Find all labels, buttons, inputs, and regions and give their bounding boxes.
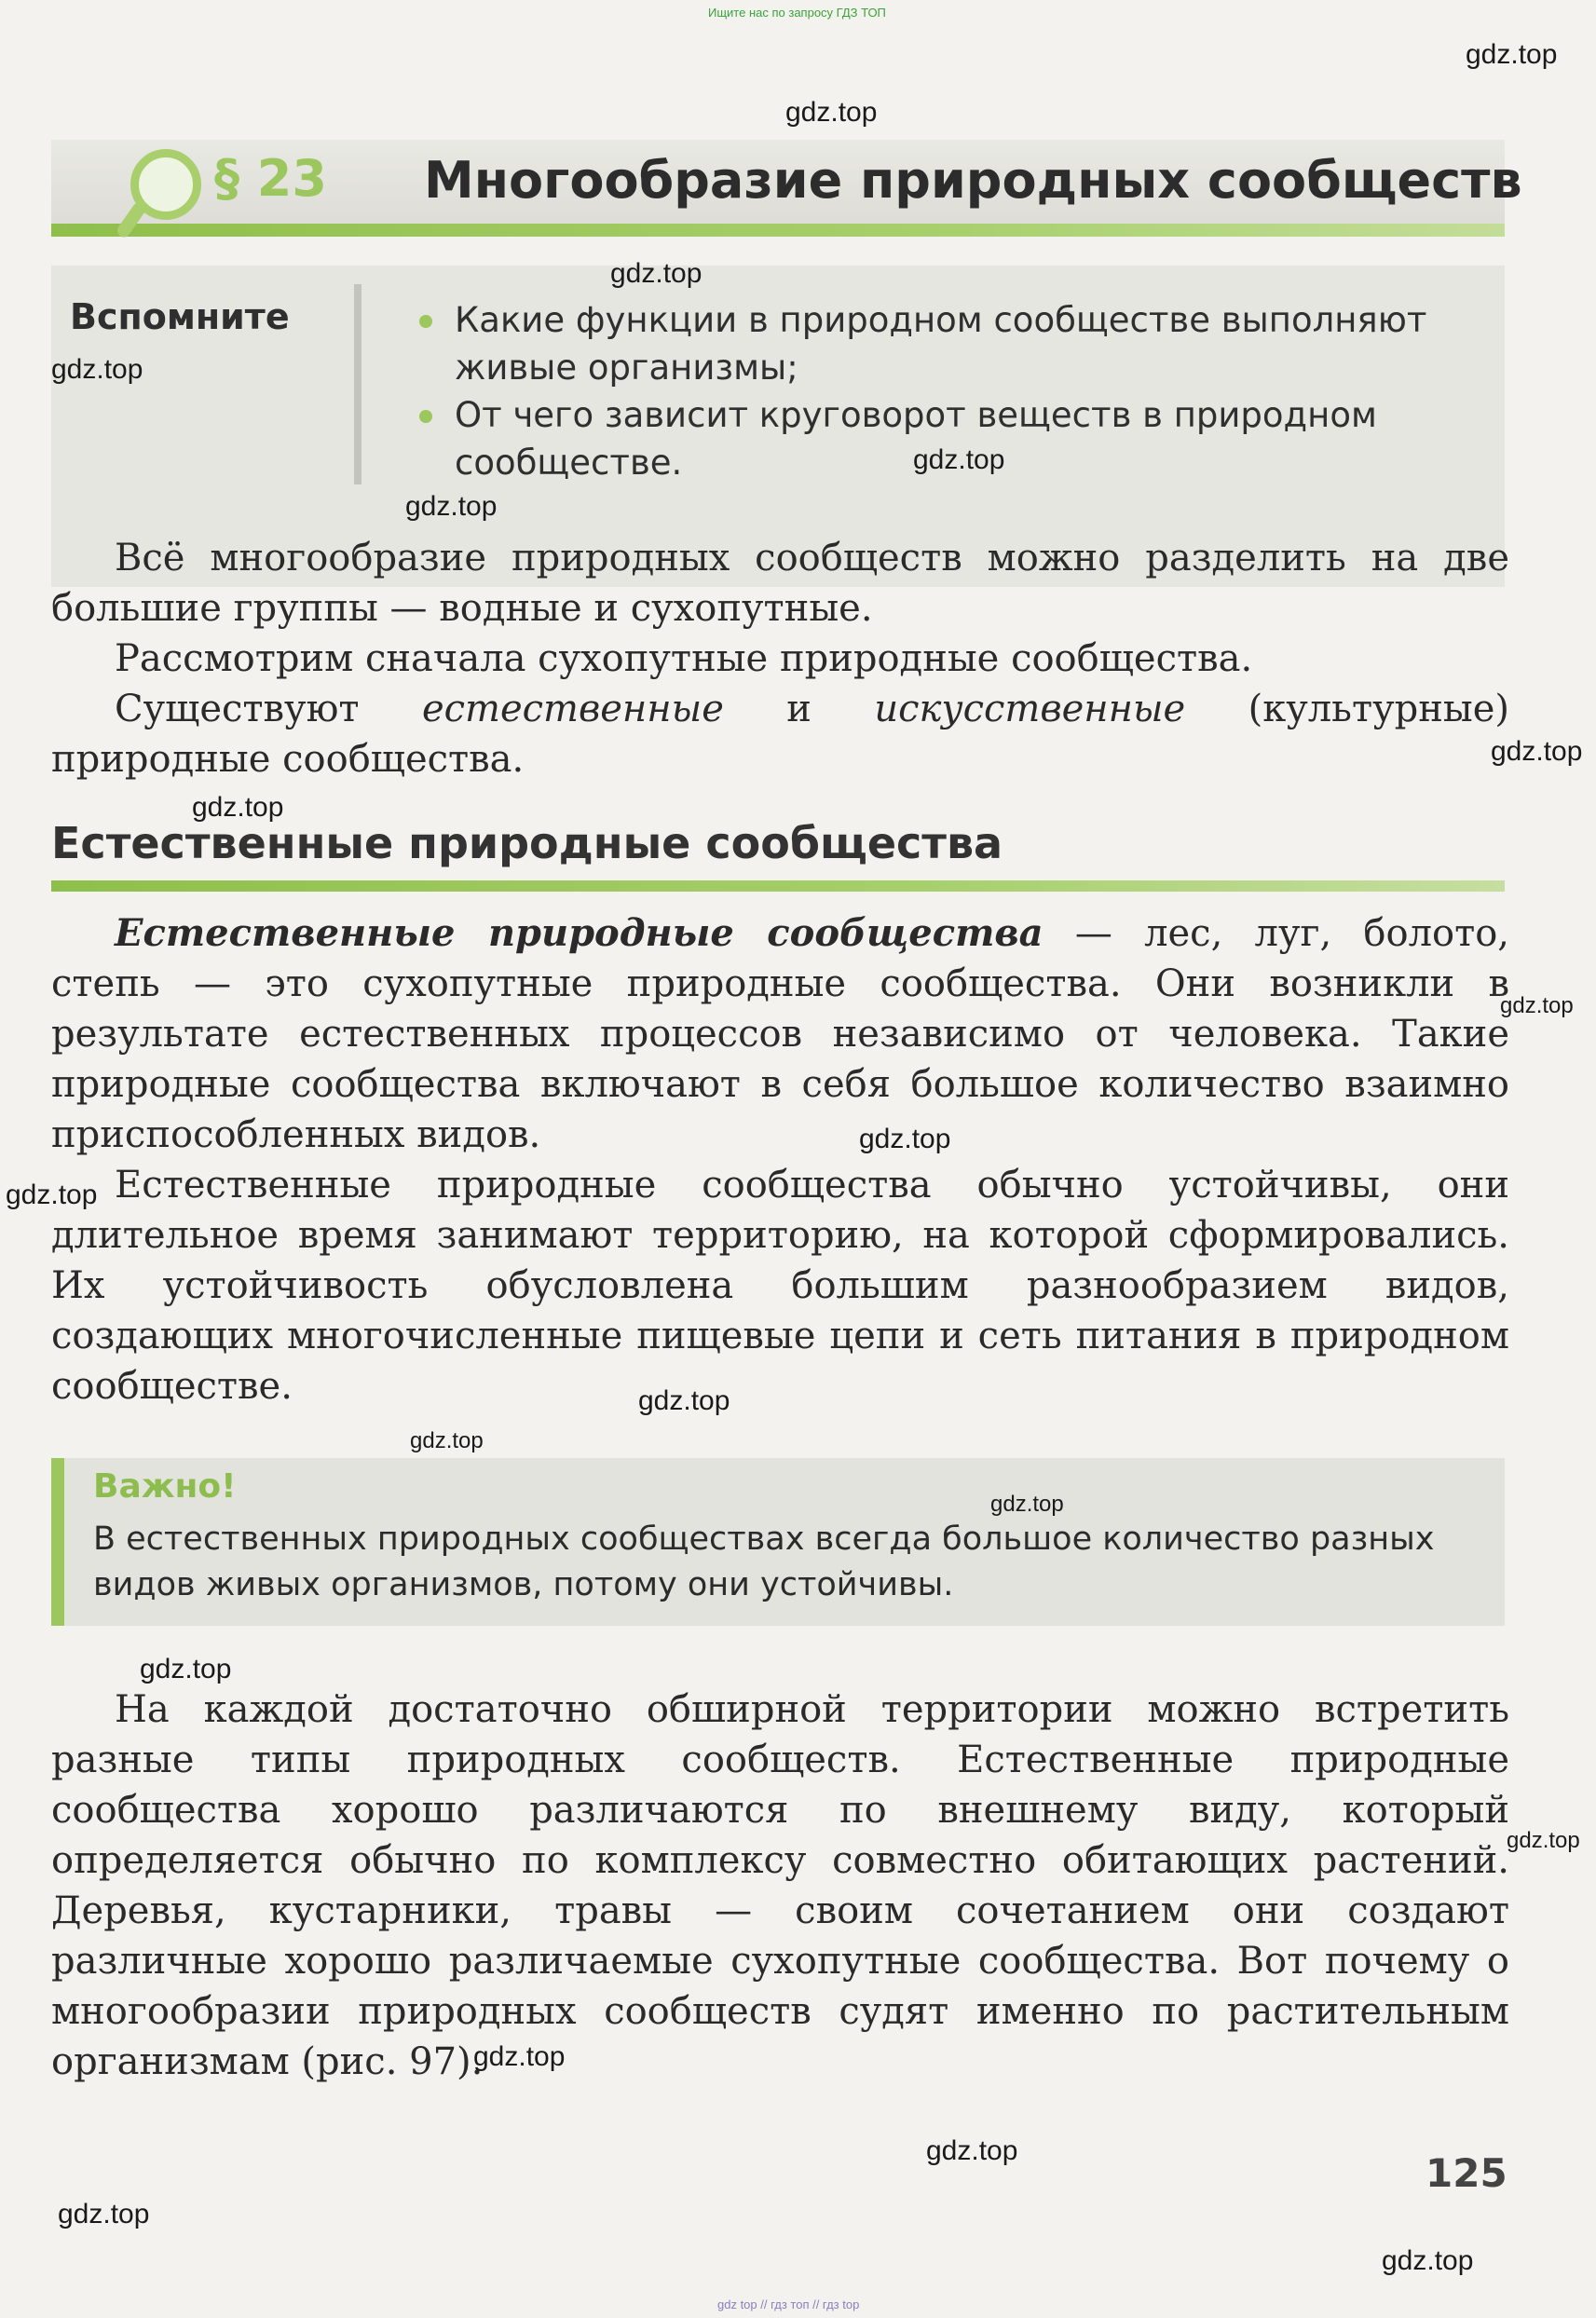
subheading: Естественные природные сообщества — [51, 818, 1003, 868]
watermark: gdz.top — [192, 792, 284, 823]
watermark: gdz.top — [785, 97, 878, 128]
emphasis-natural: естественные — [421, 688, 724, 730]
closing-block — [51, 1684, 1509, 2087]
emphasis-artificial: искусственные — [874, 688, 1186, 730]
watermark: gdz.top — [473, 2041, 566, 2072]
watermark: gdz.top — [6, 1179, 98, 1210]
watermark: gdz.top — [58, 2199, 150, 2229]
important-accent-bar — [51, 1458, 64, 1626]
natural-block — [51, 908, 1509, 1411]
watermark: gdz.top — [1507, 1828, 1580, 1853]
text-run: и — [723, 688, 875, 730]
watermark: gdz.top — [1491, 736, 1583, 767]
magnifier-icon — [130, 149, 201, 220]
term-natural-communities: Естественные природные сообщества — [115, 911, 1044, 955]
text-run: — лес, луг, болото, степь — это сухопутные природные сообщества. Они возникли в результате естественных процессов независимо от человека. Такие природные сообщества включают в себя большое количество взаимно приспособленных видов. — [51, 912, 1509, 1156]
recall-item: От чего зависит круговорот веществ в природном сообществе. — [419, 391, 1509, 486]
watermark: gdz.top — [1466, 39, 1558, 70]
bottom-notice: gdz top // гдз топ // гдз top — [717, 2298, 860, 2311]
intro-block — [51, 533, 1509, 784]
intro-paragraph-3 — [51, 684, 1509, 784]
header-underline — [51, 224, 1505, 237]
top-notice: Ищите нас по запросу ГДЗ ТОП — [708, 6, 886, 20]
watermark: gdz.top — [610, 258, 703, 289]
natural-paragraph-1 — [51, 908, 1509, 1160]
recall-item: Какие функции в природном сообществе выполняют живые организмы; — [419, 296, 1509, 391]
watermark: gdz.top — [913, 444, 1005, 475]
watermark: gdz.top — [51, 354, 143, 385]
watermark: gdz.top — [859, 1124, 951, 1154]
section-number: § 23 — [214, 149, 327, 208]
subheading-underline — [51, 880, 1505, 892]
intro-paragraph-2: Рассмотрим сначала сухопутные природные сообщества. — [115, 637, 1253, 680]
important-text: В естественных природных сообществах всегда большое количество разных видов живых организмов, потому они устойчивы. — [93, 1520, 1435, 1603]
natural-paragraph-2: Естественные природные сообщества обычно устойчивы, они длительное время занимают территорию, на которой сформировались. Их устойчивость обусловлена большим разнообразием видов, создающих многочисленные пищевые цепи и сеть питания в природном сообществе. — [51, 1164, 1509, 1408]
text-run: Существуют — [115, 688, 422, 730]
watermark: gdz.top — [1500, 993, 1574, 1018]
intro-paragraph-1: Всё многообразие природных сообществ можно разделить на две большие группы — водные и сухопутные. — [51, 537, 1509, 630]
important-title: Важно! — [93, 1467, 237, 1506]
watermark: gdz.top — [990, 1492, 1064, 1517]
watermark: gdz.top — [926, 2135, 1018, 2166]
watermark: gdz.top — [1382, 2245, 1474, 2276]
watermark: gdz.top — [140, 1654, 232, 1684]
page-number: 125 — [1425, 2150, 1507, 2196]
watermark: gdz.top — [405, 491, 498, 522]
recall-divider — [354, 284, 361, 484]
page-title: Многообразие природных сообществ — [424, 151, 1522, 210]
watermark: gdz.top — [638, 1385, 730, 1416]
recall-label: Вспомните — [70, 296, 290, 337]
watermark: gdz.top — [410, 1428, 484, 1453]
text-run: (культурные) природные сообщества. — [51, 688, 1509, 781]
closing-paragraph: На каждой достаточно обширной территории можно встретить разные типы природных сообществ. Естественные природные сообщества хорошо различаются по внешнему виду, который определяется обычно по комплексу совместно обитающих растений. Деревья, кустарники, травы — своим сочетанием они создают различные хорошо различаемые сухопутные сообщества. Вот почему о многообразии природных сообществ судят именно по растительным организмам (рис. 97). — [51, 1688, 1509, 2083]
